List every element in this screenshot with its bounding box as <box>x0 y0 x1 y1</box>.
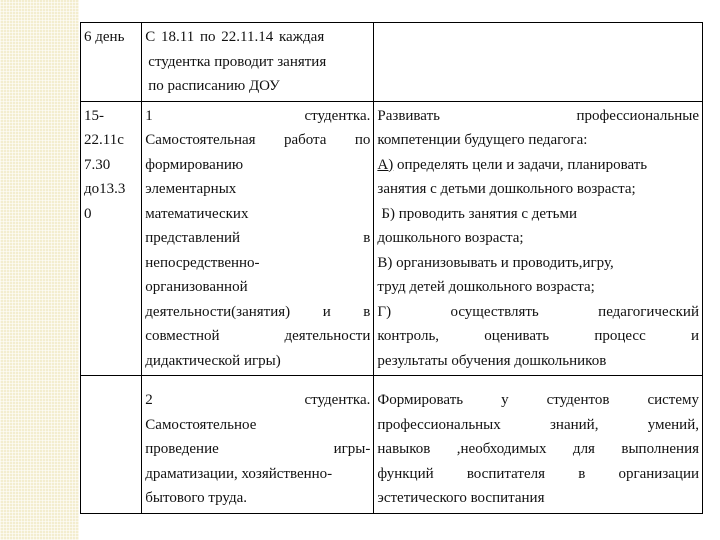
goal-line: Развивать профессиональные <box>377 107 699 124</box>
goal-line: результаты обучения дошкольников <box>377 352 607 369</box>
goal-line: занятия с детьми дошкольного возраста; <box>377 181 636 197</box>
activity-line: математических <box>145 205 249 222</box>
activity-cell <box>142 101 374 376</box>
goal-line: профессиональных знаний, умений, <box>377 416 699 433</box>
activity-line: 2 студентка. <box>145 392 371 408</box>
goal-line: навыков ,необходимых для выполнения <box>377 441 699 457</box>
activity-line: бытового труда. <box>145 490 247 506</box>
goal-line: труд детей дошкольного возраста; <box>377 279 595 295</box>
activity-line: Самостоятельная работа по <box>145 132 371 148</box>
activity-line: драматизации, хозяйственно- <box>145 465 333 482</box>
goal-line: Формировать у студентов систему <box>377 392 699 408</box>
time-line: 7.30 <box>84 156 111 173</box>
activity-line: формированию <box>145 156 244 173</box>
goal-line: В) организовывать и проводить,игру, <box>377 254 614 271</box>
goal-line: Б) проводить занятия с детьми <box>381 205 577 222</box>
time-line: 15- <box>84 107 104 124</box>
goal-a-text: определять цели и задачи, планировать <box>393 156 648 173</box>
goal-line: компетенции будущего педагога: <box>377 132 588 148</box>
activity-line: совместной деятельности <box>145 328 371 344</box>
activity-line: непосредственно- <box>145 254 260 271</box>
decorative-side-stripe <box>0 0 79 540</box>
goals-cell <box>374 23 703 102</box>
activity-cell <box>142 376 374 514</box>
goal-line: контроль, оценивать процесс и <box>377 328 699 344</box>
activity-line: проведение игры- <box>145 441 371 457</box>
activity-line: С 18.11 по 22.11.14 каждая <box>145 29 325 45</box>
table-row <box>81 101 703 376</box>
time-line: 0 <box>84 205 92 222</box>
time-line: 22.11с <box>84 132 124 148</box>
activity-line: по расписанию ДОУ <box>148 78 280 94</box>
activity-line: студентка проводит занятия <box>148 53 327 70</box>
goal-line: эстетического воспитания <box>377 490 545 506</box>
time-line: до13.3 <box>84 181 126 197</box>
practice-schedule-table <box>80 22 703 514</box>
activity-line: элементарных <box>145 181 237 197</box>
goal-a-line <box>377 153 699 178</box>
goal-a-marker: А) <box>377 156 394 173</box>
goal-line: дошкольного возраста; <box>377 230 524 246</box>
table-row <box>81 23 703 102</box>
goal-line: функций воспитателя в организации <box>377 465 699 482</box>
activity-line: представлений в <box>145 230 371 246</box>
activity-line: 1 студентка. <box>145 107 371 124</box>
time-cell <box>81 101 142 376</box>
day-cell <box>81 23 142 102</box>
activity-line: дидактической игры) <box>145 352 281 369</box>
goals-cell <box>374 101 703 376</box>
activity-cell <box>142 23 374 102</box>
activity-line: деятельности(занятия) и в <box>145 303 371 320</box>
activity-line: Самостоятельное <box>145 416 257 433</box>
table-row <box>81 376 703 514</box>
day-label: 6 день <box>84 29 125 45</box>
activity-line: организованной <box>145 279 248 295</box>
goals-cell <box>374 376 703 514</box>
time-cell <box>81 376 142 514</box>
goal-line: Г) осуществлять педагогический <box>377 303 699 320</box>
